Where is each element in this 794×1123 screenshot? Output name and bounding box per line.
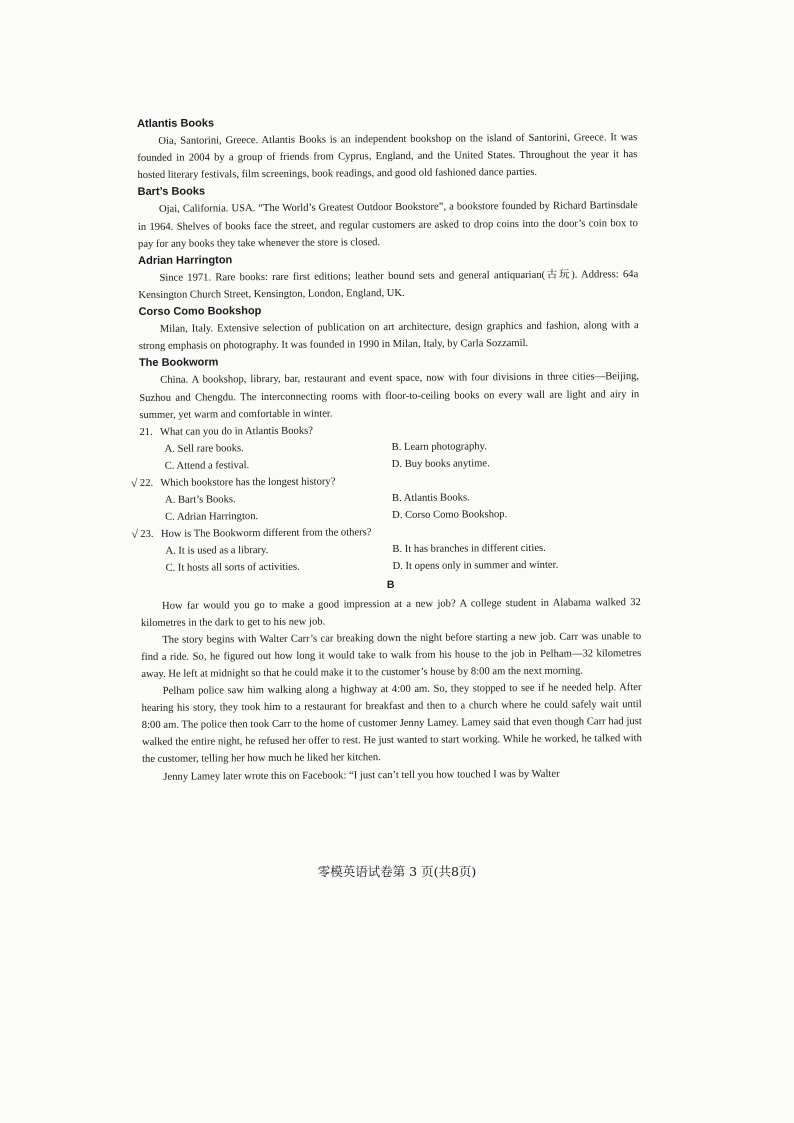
option-d[interactable]: D. Buy books anytime. (391, 458, 490, 470)
passage-paragraph: Jenny Lamey later wrote this on Facebook: “I just can’t tell you how touched I was by Walter (163, 768, 560, 783)
passage-paragraph: The story begins with Walter Carr’s car breaking down the night before starting a new job. Carr was unable to find a ride. So, he figured out how long it would take to walk from his house to the job in Pelham—32 kilometres away. He left at midnight so that he could make it to the customer’s house by 8:00 am the next morning. (141, 630, 642, 680)
answer-options (140, 539, 640, 577)
option-c[interactable]: C. It hosts all sorts of activities. (165, 562, 300, 575)
answer-options (140, 488, 640, 526)
option-b[interactable]: B. It has branches in different cities. (392, 543, 546, 556)
question-number: 22. (139, 477, 154, 489)
handwritten-check-mark: √ (130, 475, 138, 491)
passage-b (141, 594, 642, 786)
bookshop-heading: Bart’s Books (137, 185, 206, 199)
bookshop-barts (138, 180, 639, 252)
option-a[interactable]: A. Bart’s Books. (164, 494, 236, 506)
bookshop-heading: Corso Como Bookshop (138, 305, 262, 319)
bookshop-description: Since 1971. Rare books: rare first editions; leather bound sets and general antiquarian(古玩). Address: 64a Kensington Church Street, Kensington, London, England, UK. (138, 268, 639, 301)
bookshop-bookworm (139, 351, 640, 423)
handwritten-check-mark: √ (131, 527, 138, 542)
question-number: 21. (139, 426, 153, 438)
page-footer: 零模英语试卷第 3 页(共8页) (317, 864, 477, 879)
bookshop-heading: Adrian Harrington (138, 254, 233, 267)
bookshop-heading: Atlantis Books (137, 117, 215, 130)
answer-options (140, 437, 640, 475)
question-number: 23. (140, 529, 154, 541)
option-c[interactable]: C. Attend a festival. (164, 460, 250, 472)
bookshop-heading: The Bookworm (138, 356, 219, 370)
option-b[interactable]: B. Atlantis Books. (391, 492, 470, 505)
bookshop-description: Ojai, California. USA. “The World’s Greatest Outdoor Bookstore”, a bookstore founded by Richard Bartinsdale in 1964. Shelves of books face the street, and regular customers are asked to drop coins into the door’s coin box to pay for any books they take whenever the store is closed. (137, 200, 638, 250)
bookshop-corso-como (138, 300, 638, 355)
passage-paragraph: Pelham police saw him walking along a highway at 4:00 am. So, they stopped to see if he needed help. After hearing his story, they took him to a restaurant for breakfast and then to a church where he could safely wait until 8:00 am. The police then took Carr to the home of customer Jenny Lamey. Lamey said that even though Carr had just walked the entire night, he refused her offer to rest. He just wanted to start working. While he worked, he talked with the customer, telling her how much he liked her kitchen. (141, 682, 642, 766)
option-a[interactable]: A. Sell rare books. (164, 442, 244, 455)
passage-paragraph: How far would you go to make a good impression at a new job? A college student in Alabama walked 32 kilometres in the dark to get to his new job. (140, 596, 641, 629)
bookshop-description: China. A bookshop, library, bar, restaurant and event space, now with four divisions in three cities—Beijing, Suzhou and Chengdu. The interconnecting rooms with floor-to-ceiling books on every wall are light and airy in summer, yet warm and comfortable in winter. (139, 371, 640, 421)
question-21 (139, 420, 639, 475)
question-text: How is The Bookworm different from the others? (160, 527, 372, 541)
question-text: Which bookstore has the longest history? (160, 476, 336, 489)
bookshop-description: Milan, Italy. Extensive selection of publication on art architecture, design graphics and fashion, along with a strong emphasis on photography. It was founded in 1990 in Milan, Italy, by Carla Sozzamil. (138, 320, 639, 353)
question-text: What can you do in Atlantis Books? (159, 425, 313, 438)
option-d[interactable]: D. It opens only in summer and winter. (392, 560, 559, 573)
option-b[interactable]: B. Learn photography. (391, 441, 487, 453)
question-22 (130, 471, 640, 526)
option-d[interactable]: D. Corso Como Bookshop. (392, 509, 508, 522)
bookshop-adrian-harrington (138, 249, 638, 304)
page-content (130, 112, 642, 786)
bookshop-description: Oia, Santorini, Greece. Atlantis Books is an independent bookshop on the island of Santorini, Greece. It was founded in 2004 by a group of friends from Cyprus, England, and the United States. Throughout the year it has hosted literary festivals, film screenings, book readings, and good old fashioned dance parties. (137, 132, 638, 182)
bookshop-atlantis (137, 112, 638, 184)
question-23 (131, 522, 640, 577)
option-c[interactable]: C. Adrian Harrington. (165, 511, 259, 523)
section-label: B (386, 578, 395, 591)
option-a[interactable]: A. It is used as a library. (165, 545, 269, 558)
